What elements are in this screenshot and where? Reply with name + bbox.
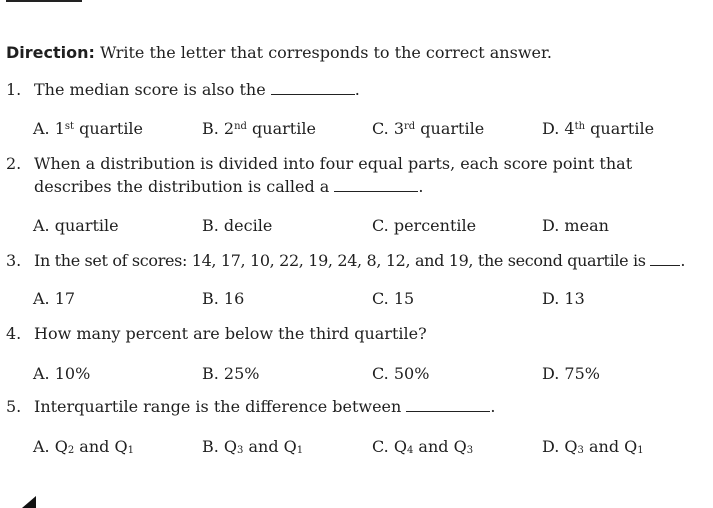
q3-number: 3. xyxy=(6,251,22,270)
corner-triangle-icon xyxy=(22,496,36,508)
q2-text-line2 xyxy=(34,177,424,196)
q3-blank[interactable] xyxy=(650,264,680,266)
q5-option-d[interactable]: D. $Q_3$ and $Q_1$ xyxy=(542,437,644,456)
q1-text xyxy=(34,80,360,99)
q1-option-a[interactable]: A. 1st quartile xyxy=(33,119,144,138)
q3-option-c[interactable]: C. 15 xyxy=(372,289,415,308)
q3-text xyxy=(34,251,685,270)
q4-option-b[interactable]: B. 25% xyxy=(202,364,260,383)
q5-option-a[interactable]: A. $Q_2$ and $Q_1$ xyxy=(33,437,134,456)
q1-option-c[interactable]: C. 3rd quartile xyxy=(372,119,485,138)
q2-option-c[interactable]: C. percentile xyxy=(372,216,477,235)
q1-end: . xyxy=(354,80,360,99)
q2-end: . xyxy=(418,177,424,196)
q4-text: How many percent are below the third quartile? xyxy=(34,324,427,343)
q3-option-a[interactable]: A. 17 xyxy=(33,289,76,308)
q5-question: Interquartile range is the difference between xyxy=(34,397,402,416)
q3-question: In the set of scores: 14, 17, 10, 22, 19, 24, 8, 12, and 19, the second quartile is xyxy=(34,251,646,270)
q1-blank[interactable] xyxy=(271,93,355,95)
q2-option-d[interactable]: D. mean xyxy=(542,216,609,235)
q4-option-d[interactable]: D. 75% xyxy=(542,364,600,383)
q5-blank[interactable] xyxy=(406,410,490,412)
direction-text: Write the letter that corresponds to the correct answer. xyxy=(94,43,552,62)
q5-text xyxy=(34,397,496,416)
q5-option-c[interactable]: C. $Q_4$ and $Q_3$ xyxy=(372,437,474,456)
q2-text-line1: When a distribution is divided into four equal parts, each score point that xyxy=(34,154,633,173)
q1-option-b[interactable]: B. 2nd quartile xyxy=(202,119,316,138)
q1-question: The median score is also the xyxy=(34,80,266,99)
direction-line xyxy=(6,43,552,62)
q5-option-b[interactable]: B. $Q_3$ and $Q_1$ xyxy=(202,437,304,456)
q4-option-c[interactable]: C. 50% xyxy=(372,364,430,383)
q3-option-d[interactable]: D. 13 xyxy=(542,289,585,308)
q1-number: 1. xyxy=(6,80,22,99)
q5-end: . xyxy=(490,397,496,416)
q2-number: 2. xyxy=(6,154,22,173)
q5-number: 5. xyxy=(6,397,22,416)
direction-label: Direction: xyxy=(6,43,95,62)
q2-option-a[interactable]: A. quartile xyxy=(33,216,119,235)
q4-number: 4. xyxy=(6,324,22,343)
q1-option-d[interactable]: D. 4th quartile xyxy=(542,119,655,138)
q4-option-a[interactable]: A. 10% xyxy=(33,364,91,383)
q2-question: describes the distribution is called a xyxy=(34,177,330,196)
q2-option-b[interactable]: B. decile xyxy=(202,216,273,235)
q2-blank[interactable] xyxy=(334,190,418,192)
top-rule xyxy=(6,0,82,2)
q3-end: . xyxy=(680,251,686,270)
q3-option-b[interactable]: B. 16 xyxy=(202,289,245,308)
